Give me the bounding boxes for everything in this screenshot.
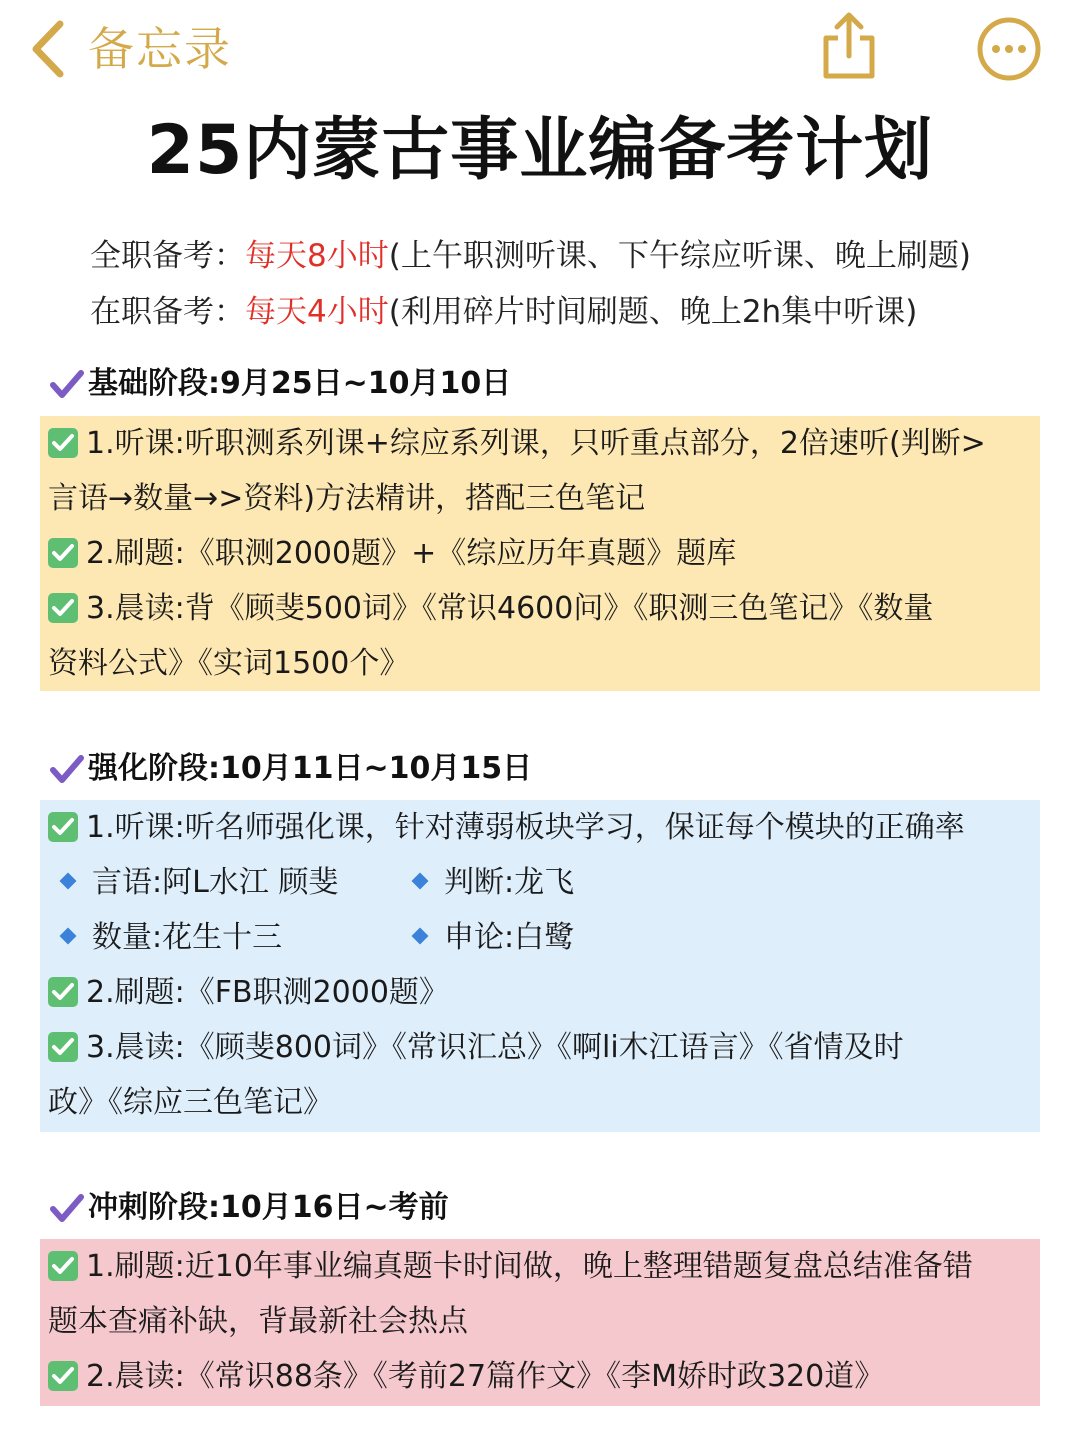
item-text: 1.听课:听职测系列课+综应系列课，只听重点部分，2倍速听(判断> <box>86 426 986 461</box>
intro-label: 在职备考： <box>90 294 245 330</box>
stage-panel-basic <box>40 416 1040 691</box>
diamond-bullet-icon <box>412 928 429 945</box>
intro-label: 全职备考： <box>90 238 245 274</box>
list-item <box>48 526 736 581</box>
teacher-text: 言语:阿L水江 顾斐 <box>92 865 339 900</box>
stage-heading-text: 强化阶段:10月11日~10月15日 <box>88 751 533 786</box>
teacher-item <box>62 855 338 910</box>
list-item <box>48 581 933 636</box>
item-text: 2.晨读:《常识88条》《考前27篇作文》《李M娇时政320道》 <box>86 1359 885 1394</box>
chevron-left-icon[interactable] <box>28 18 68 80</box>
item-text: 2.刷题:《FB职测2000题》 <box>86 975 449 1010</box>
intro-detail: (利用碎片时间刷题、晚上2h集中听课) <box>388 294 918 330</box>
list-item-continuation <box>48 1075 333 1130</box>
checkmark-icon <box>50 754 84 784</box>
checkbox-checked-icon <box>48 1251 78 1281</box>
teacher-item <box>62 910 282 965</box>
item-text: 1.听课:听名师强化课，针对薄弱板块学习，保证每个模块的正确率 <box>86 810 965 845</box>
checkbox-checked-icon <box>48 1032 78 1062</box>
item-text: 政》《综应三色笔记》 <box>48 1085 333 1120</box>
item-text: 2.刷题:《职测2000题》+《综应历年真题》题库 <box>86 536 737 571</box>
list-item <box>48 800 965 855</box>
note-title: 25内蒙古事业编备考计划 <box>146 111 934 190</box>
item-text: 3.晨读:《顾斐800词》《常识汇总》《啊li木江语言》《省情及时 <box>86 1030 904 1065</box>
teacher-item <box>414 910 574 965</box>
checkmark-icon <box>50 369 84 399</box>
teacher-text: 申论:白鹭 <box>444 920 575 955</box>
item-text: 资料公式》《实词1500个》 <box>48 646 410 681</box>
teacher-item <box>414 855 574 910</box>
list-item-continuation <box>48 1294 468 1349</box>
intro-parttime <box>90 290 917 334</box>
list-item <box>48 416 986 471</box>
stage-heading-basic <box>50 362 511 406</box>
list-item-continuation <box>48 636 409 691</box>
item-text: 题本查痛补缺，背最新社会热点 <box>48 1304 468 1339</box>
intro-highlight: 每天4小时 <box>245 294 389 330</box>
teacher-text: 数量:花生十三 <box>92 920 283 955</box>
navigation-bar <box>0 0 1080 100</box>
checkbox-checked-icon <box>48 593 78 623</box>
diamond-bullet-icon <box>412 873 429 890</box>
more-options-icon[interactable] <box>976 16 1042 82</box>
list-item <box>48 1020 904 1075</box>
diamond-bullet-icon <box>60 928 77 945</box>
stage-heading-sprint <box>50 1186 449 1230</box>
checkbox-checked-icon <box>48 977 78 1007</box>
stage-panel-intensive <box>40 800 1040 1132</box>
stage-panel-sprint <box>40 1239 1040 1406</box>
stage-heading-intensive <box>50 747 532 791</box>
stage-heading-text: 基础阶段:9月25日~10月10日 <box>88 366 512 401</box>
list-item <box>48 1349 884 1404</box>
intro-highlight: 每天8小时 <box>245 238 389 274</box>
checkbox-checked-icon <box>48 812 78 842</box>
item-text: 言语→数量→>资料)方法精讲，搭配三色笔记 <box>48 481 646 516</box>
item-text: 1.刷题:近10年事业编真题卡时间做，晚上整理错题复盘总结准备错 <box>86 1249 973 1284</box>
item-text: 3.晨读:背《顾斐500词》《常识4600问》《职测三色笔记》《数量 <box>86 591 934 626</box>
share-icon[interactable] <box>818 10 880 82</box>
back-button-label[interactable]: 备忘录 <box>88 22 232 76</box>
list-item <box>48 965 449 1020</box>
stage-heading-text: 冲刺阶段:10月16日~考前 <box>88 1190 449 1225</box>
checkbox-checked-icon <box>48 538 78 568</box>
intro-detail: (上午职测听课、下午综应听课、晚上刷题) <box>388 238 971 274</box>
diamond-bullet-icon <box>60 873 77 890</box>
checkmark-icon <box>50 1193 84 1223</box>
list-item-continuation <box>48 471 645 526</box>
checkbox-checked-icon <box>48 1361 78 1391</box>
checkbox-checked-icon <box>48 428 78 458</box>
list-item <box>48 1239 973 1294</box>
teacher-text: 判断:龙飞 <box>444 865 575 900</box>
intro-fulltime <box>90 234 971 278</box>
